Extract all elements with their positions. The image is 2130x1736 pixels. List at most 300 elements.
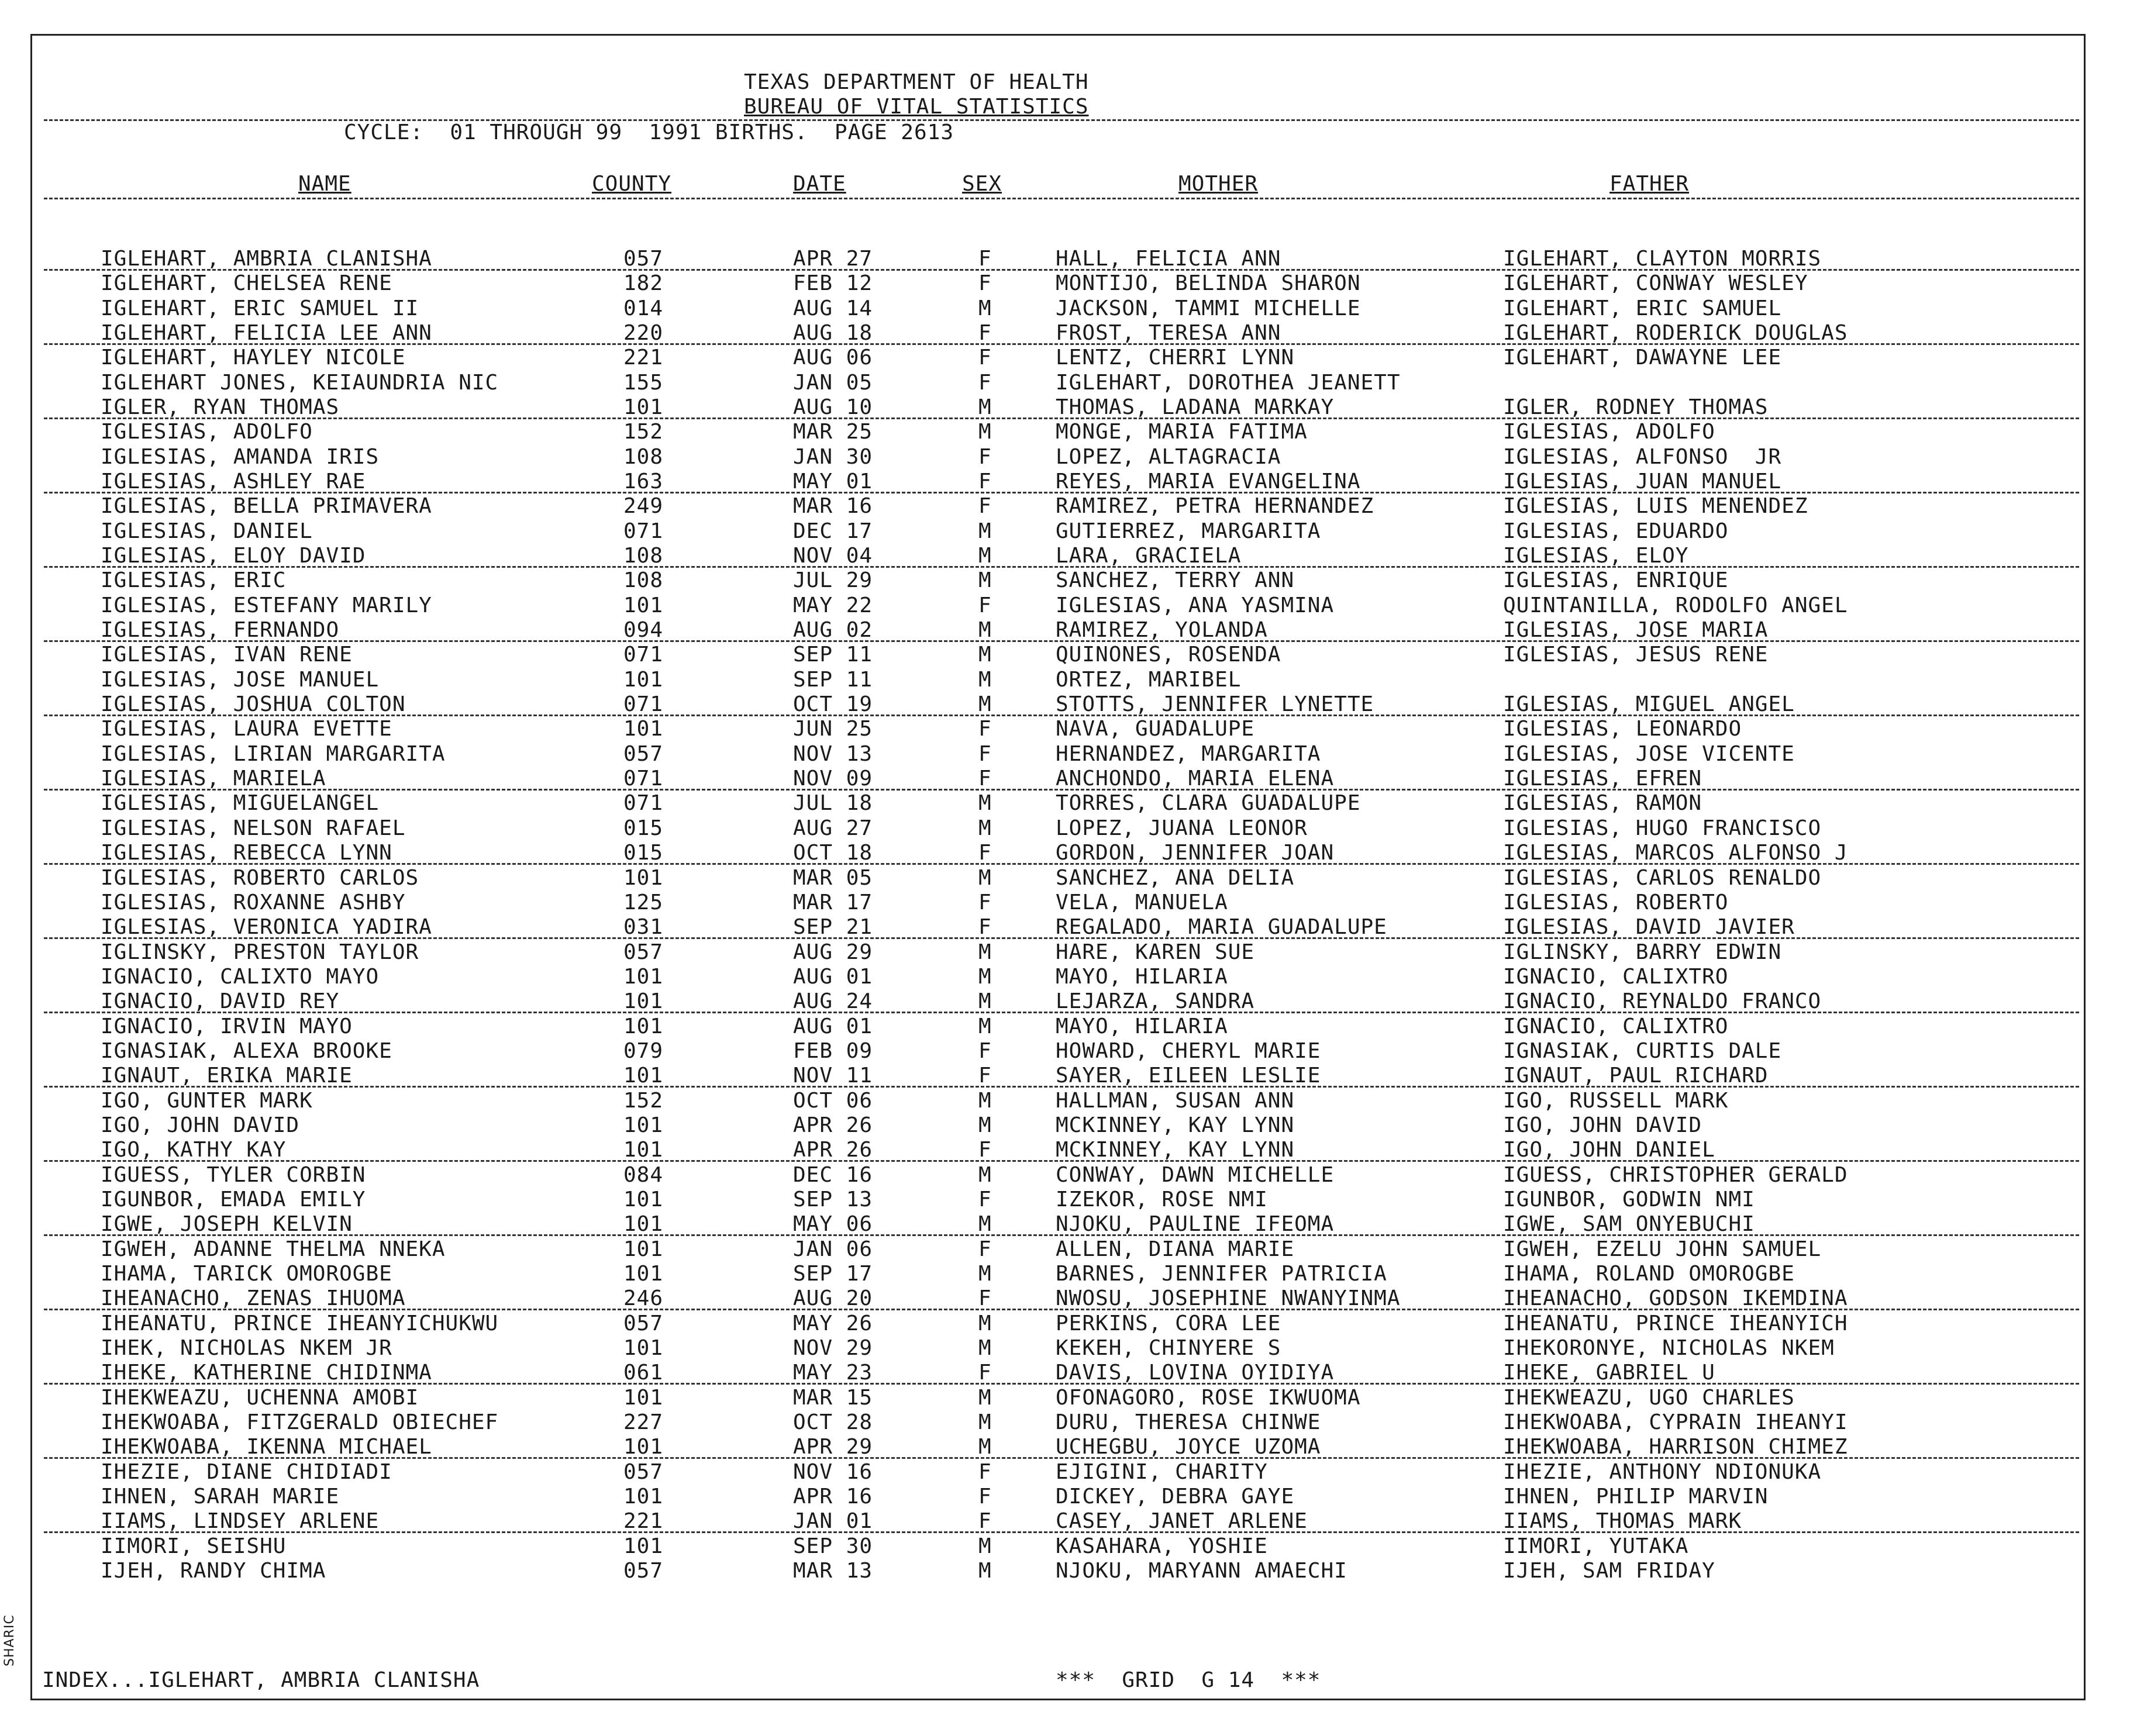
cell-father: IGNAUT, PAUL RICHARD [1503, 1064, 1769, 1088]
table-row [0, 1014, 2130, 1039]
cell-mother: HARE, KAREN SUE [1056, 940, 1255, 964]
table-row [0, 1039, 2130, 1064]
cell-name: IHEZIE, DIANE CHIDIADI [101, 1459, 392, 1484]
cell-name: IGLEHART, ERIC SAMUEL II [101, 296, 419, 320]
cell-mother: DICKEY, DEBRA GAYE [1056, 1485, 1295, 1509]
cell-mother: HERNANDEZ, MARGARITA [1056, 741, 1321, 766]
table-row [0, 1089, 2130, 1113]
table-row [0, 742, 2130, 767]
column-header-father: FATHER [1609, 172, 1690, 196]
cell-county: 221 [623, 346, 664, 370]
side-label: SHARIC [2, 1614, 17, 1666]
cell-county: 152 [623, 420, 664, 444]
table-row [0, 395, 2130, 420]
cell-mother: SANCHEZ, TERRY ANN [1056, 568, 1295, 593]
cell-sex: F [978, 717, 992, 741]
cell-county: 101 [623, 1534, 664, 1558]
column-header-sex: SEX [962, 172, 1002, 196]
cell-name: IGNACIO, DAVID REY [101, 989, 340, 1014]
cell-father: IGLESIAS, JOSE MARIA [1503, 618, 1769, 643]
cell-date: OCT 19 [793, 692, 873, 717]
cell-date: MAR 16 [793, 494, 873, 519]
cell-father: IGLESIAS, DAVID JAVIER [1503, 915, 1795, 940]
table-row [0, 841, 2130, 865]
table-row [0, 346, 2130, 370]
table-row [0, 1286, 2130, 1311]
cell-father: IHAMA, ROLAND OMOROGBE [1503, 1261, 1795, 1286]
table-row [0, 1485, 2130, 1509]
cell-county: 155 [623, 370, 664, 395]
table-row [0, 891, 2130, 915]
cell-county: 101 [623, 1435, 664, 1459]
table-row [0, 791, 2130, 816]
cell-sex: M [978, 1014, 992, 1038]
cell-name: IGLESIAS, ROXANNE ASHBY [101, 890, 406, 914]
cell-county: 220 [623, 321, 664, 346]
cell-father: IGNACIO, REYNALDO FRANCO [1503, 989, 1822, 1014]
cell-father: IGLESIAS, JOSE VICENTE [1503, 741, 1795, 766]
cell-mother: HOWARD, CHERYL MARIE [1056, 1038, 1321, 1063]
cell-county: 101 [623, 1014, 664, 1038]
cell-date: MAR 13 [793, 1559, 873, 1583]
cell-name: IGO, KATHY KAY [101, 1138, 287, 1162]
cell-name: IGLEHART, FELICIA LEE ANN [101, 321, 432, 346]
cell-sex: F [978, 346, 992, 370]
cell-father: IGO, JOHN DAVID [1503, 1113, 1702, 1137]
cell-father: IGUESS, CHRISTOPHER GERALD [1503, 1162, 1848, 1187]
cell-mother: CONWAY, DAWN MICHELLE [1056, 1162, 1335, 1187]
cell-sex: F [978, 1286, 992, 1311]
cell-name: IGLER, RYAN THOMAS [101, 395, 340, 420]
cell-county: 101 [623, 395, 664, 420]
cell-county: 101 [623, 865, 664, 890]
cell-date: OCT 28 [793, 1410, 873, 1434]
cell-name: IGUESS, TYLER CORBIN [101, 1162, 366, 1187]
cell-date: MAR 15 [793, 1385, 873, 1410]
cell-date: AUG 06 [793, 346, 873, 370]
cell-county: 057 [623, 741, 664, 766]
cell-county: 101 [623, 1385, 664, 1410]
cell-sex: M [978, 1559, 992, 1583]
cell-sex: M [978, 1534, 992, 1558]
cell-sex: F [978, 741, 992, 766]
cell-sex: F [978, 915, 992, 940]
cell-county: 015 [623, 841, 664, 865]
cell-sex: M [978, 618, 992, 643]
cell-county: 125 [623, 890, 664, 914]
cell-county: 108 [623, 544, 664, 568]
cell-father: IGLESIAS, ADOLFO [1503, 420, 1715, 444]
cell-mother: NWOSU, JOSEPHINE NWANYINMA [1056, 1286, 1401, 1311]
cell-name: IGNACIO, IRVIN MAYO [101, 1014, 353, 1038]
cell-sex: M [978, 1212, 992, 1237]
cell-father: IGLESIAS, ELOY [1503, 544, 1689, 568]
cell-sex: F [978, 271, 992, 296]
cell-date: NOV 09 [793, 767, 873, 791]
cell-date: NOV 16 [793, 1459, 873, 1484]
cell-father: IGLEHART, CONWAY WESLEY [1503, 271, 1808, 296]
cell-mother: DAVIS, LOVINA OYIDIYA [1056, 1361, 1335, 1385]
cell-sex: M [978, 1410, 992, 1434]
cell-father: IGNASIAK, CURTIS DALE [1503, 1038, 1782, 1063]
cell-name: IGLESIAS, JOSE MANUEL [101, 667, 380, 692]
cell-sex: F [978, 494, 992, 519]
cell-sex: F [978, 247, 992, 271]
cell-name: IGLESIAS, AMANDA IRIS [101, 444, 380, 469]
cell-father: IHEKWOABA, HARRISON CHIMEZ [1503, 1435, 1848, 1459]
cell-date: JAN 01 [793, 1509, 873, 1534]
cell-father: IGLESIAS, EFREN [1503, 767, 1702, 791]
cell-date: NOV 13 [793, 741, 873, 766]
cell-father: IGLESIAS, CARLOS RENALDO [1503, 865, 1822, 890]
cell-county: 014 [623, 296, 664, 320]
cell-father: IGLESIAS, MARCOS ALFONSO J [1503, 841, 1848, 865]
cell-father: IGUNBOR, GODWIN NMI [1503, 1187, 1755, 1212]
cell-sex: M [978, 692, 992, 717]
cell-date: NOV 04 [793, 544, 873, 568]
cell-date: JUL 29 [793, 568, 873, 593]
cell-sex: M [978, 1335, 992, 1360]
table-row [0, 1386, 2130, 1410]
cell-father: IGWE, SAM ONYEBUCHI [1503, 1212, 1755, 1237]
cell-sex: M [978, 667, 992, 692]
cell-county: 101 [623, 1187, 664, 1212]
cell-father: IGNACIO, CALIXTRO [1503, 964, 1729, 989]
cell-sex: M [978, 643, 992, 667]
cell-county: 084 [623, 1162, 664, 1187]
cell-county: 101 [623, 1335, 664, 1360]
table-row [0, 1188, 2130, 1212]
cell-date: SEP 11 [793, 643, 873, 667]
table-row [0, 965, 2130, 989]
cell-county: 101 [623, 1212, 664, 1237]
table-row [0, 915, 2130, 940]
cell-mother: NJOKU, MARYANN AMAECHI [1056, 1559, 1347, 1583]
cell-date: FEB 12 [793, 271, 873, 296]
cell-mother: LEJARZA, SANDRA [1056, 989, 1255, 1014]
cell-father: IGO, RUSSELL MARK [1503, 1088, 1729, 1113]
cell-father: IGLESIAS, MIGUEL ANGEL [1503, 692, 1795, 717]
cell-county: 057 [623, 1559, 664, 1583]
cell-date: JUN 25 [793, 717, 873, 741]
table-row [0, 692, 2130, 717]
cell-county: 071 [623, 643, 664, 667]
cell-sex: M [978, 1261, 992, 1286]
cell-father: IGLESIAS, ROBERTO [1503, 890, 1729, 914]
cell-mother: ANCHONDO, MARIA ELENA [1056, 767, 1335, 791]
cell-name: IIAMS, LINDSEY ARLENE [101, 1509, 380, 1534]
cell-date: OCT 06 [793, 1088, 873, 1113]
cell-county: 094 [623, 618, 664, 643]
cell-father: IJEH, SAM FRIDAY [1503, 1559, 1715, 1583]
cell-name: IGLINSKY, PRESTON TAYLOR [101, 940, 419, 964]
cell-sex: M [978, 568, 992, 593]
cell-name: IGLESIAS, DANIEL [101, 519, 313, 543]
index-footer: INDEX...IGLEHART, AMBRIA CLANISHA [42, 1668, 480, 1692]
cell-mother: QUINONES, ROSENDA [1056, 643, 1281, 667]
cell-father: IGWEH, EZELU JOHN SAMUEL [1503, 1237, 1822, 1261]
cell-county: 101 [623, 717, 664, 741]
cell-county: 221 [623, 1509, 664, 1534]
cell-name: IGLEHART, CHELSEA RENE [101, 271, 392, 296]
cell-sex: F [978, 444, 992, 469]
table-row [0, 519, 2130, 544]
cell-date: MAY 26 [793, 1311, 873, 1335]
table-row [0, 1212, 2130, 1237]
cell-date: MAR 17 [793, 890, 873, 914]
cell-county: 101 [623, 1113, 664, 1137]
cell-sex: F [978, 1064, 992, 1088]
table-row [0, 494, 2130, 519]
cell-father: IIMORI, YUTAKA [1503, 1534, 1689, 1558]
cell-county: 101 [623, 667, 664, 692]
table-row [0, 816, 2130, 841]
cell-mother: MCKINNEY, KAY LYNN [1056, 1113, 1295, 1137]
cell-sex: M [978, 865, 992, 890]
cell-sex: F [978, 470, 992, 494]
cell-name: IGO, GUNTER MARK [101, 1088, 313, 1113]
cell-sex: M [978, 420, 992, 444]
cell-county: 182 [623, 271, 664, 296]
cell-sex: F [978, 1038, 992, 1063]
cell-county: 101 [623, 1485, 664, 1509]
cell-name: IGNACIO, CALIXTO MAYO [101, 964, 380, 989]
cell-father: IHEANACHO, GODSON IKEMDINA [1503, 1286, 1848, 1311]
cell-mother: NJOKU, PAULINE IFEOMA [1056, 1212, 1335, 1237]
cell-name: IGNASIAK, ALEXA BROOKE [101, 1038, 392, 1063]
cell-father: IGLESIAS, LUIS MENENDEZ [1503, 494, 1808, 519]
cell-county: 101 [623, 1064, 664, 1088]
cell-mother: OFONAGORO, ROSE IKWUOMA [1056, 1385, 1361, 1410]
cell-name: IHEKE, KATHERINE CHIDINMA [101, 1361, 432, 1385]
cell-mother: LARA, GRACIELA [1056, 544, 1242, 568]
table-row [0, 618, 2130, 643]
cell-mother: EJIGINI, CHARITY [1056, 1459, 1268, 1484]
cell-sex: F [978, 1459, 992, 1484]
cell-mother: VELA, MANUELA [1056, 890, 1228, 914]
grid-footer: *** GRID G 14 *** [1056, 1668, 1321, 1692]
cell-sex: F [978, 593, 992, 617]
cell-mother: LENTZ, CHERRI LYNN [1056, 346, 1295, 370]
cell-father: IGLEHART, ERIC SAMUEL [1503, 296, 1782, 320]
column-header-mother: MOTHER [1178, 172, 1259, 196]
cell-county: 246 [623, 1286, 664, 1311]
cell-mother: THOMAS, LADANA MARKAY [1056, 395, 1335, 420]
cell-mother: RAMIREZ, PETRA HERNANDEZ [1056, 494, 1374, 519]
cell-county: 101 [623, 1237, 664, 1261]
cell-date: MAR 05 [793, 865, 873, 890]
cell-father: IGLER, RODNEY THOMAS [1503, 395, 1769, 420]
cell-sex: M [978, 1113, 992, 1137]
cell-father: IHEZIE, ANTHONY NDIONUKA [1503, 1459, 1822, 1484]
cell-father: IGLEHART, DAWAYNE LEE [1503, 346, 1782, 370]
cell-mother: GUTIERREZ, MARGARITA [1056, 519, 1321, 543]
cell-date: APR 29 [793, 1435, 873, 1459]
cell-sex: M [978, 1385, 992, 1410]
table-row [0, 593, 2130, 618]
cell-county: 101 [623, 1138, 664, 1162]
cell-mother: NAVA, GUADALUPE [1056, 717, 1255, 741]
cell-mother: ALLEN, DIANA MARIE [1056, 1237, 1295, 1261]
cell-name: IGLEHART, AMBRIA CLANISHA [101, 247, 432, 271]
cell-date: AUG 20 [793, 1286, 873, 1311]
cell-date: APR 16 [793, 1485, 873, 1509]
cell-name: IGLESIAS, ERIC [101, 568, 287, 593]
cell-date: AUG 01 [793, 1014, 873, 1038]
table-row [0, 1262, 2130, 1286]
cell-mother: HALL, FELICIA ANN [1056, 247, 1281, 271]
cell-mother: MONGE, MARIA FATIMA [1056, 420, 1308, 444]
cell-sex: M [978, 544, 992, 568]
cell-name: IGLESIAS, ELOY DAVID [101, 544, 366, 568]
cell-name: IGLESIAS, MARIELA [101, 767, 326, 791]
cell-name: IGLESIAS, ROBERTO CARLOS [101, 865, 419, 890]
cycle-line: CYCLE: 01 THROUGH 99 1991 BIRTHS. PAGE 2613 [344, 120, 954, 144]
cell-date: NOV 29 [793, 1335, 873, 1360]
table-row [0, 1237, 2130, 1262]
cell-name: IGLESIAS, ADOLFO [101, 420, 313, 444]
cell-mother: STOTTS, JENNIFER LYNETTE [1056, 692, 1374, 717]
cell-sex: M [978, 1088, 992, 1113]
cell-father: IGLESIAS, RAMON [1503, 791, 1702, 816]
cell-date: APR 27 [793, 247, 873, 271]
cell-sex: F [978, 1509, 992, 1534]
cell-sex: F [978, 1237, 992, 1261]
cell-name: IGLESIAS, JOSHUA COLTON [101, 692, 406, 717]
cell-county: 163 [623, 470, 664, 494]
cell-county: 015 [623, 816, 664, 840]
cell-mother: ORTEZ, MARIBEL [1056, 667, 1242, 692]
cell-date: SEP 21 [793, 915, 873, 940]
cell-county: 227 [623, 1410, 664, 1434]
table-row [0, 1509, 2130, 1534]
cell-name: IJEH, RANDY CHIMA [101, 1559, 326, 1583]
table-row [0, 247, 2130, 271]
cell-county: 249 [623, 494, 664, 519]
cell-name: IHEKWEAZU, UCHENNA AMOBI [101, 1385, 419, 1410]
cell-sex: M [978, 989, 992, 1014]
table-row [0, 1460, 2130, 1485]
cell-name: IHEANATU, PRINCE IHEANYICHUKWU [101, 1311, 499, 1335]
cell-county: 101 [623, 593, 664, 617]
cell-name: IHEK, NICHOLAS NKEM JR [101, 1335, 392, 1360]
column-header-rule [44, 198, 2079, 199]
cell-county: 071 [623, 692, 664, 717]
cell-name: IGLESIAS, IVAN RENE [101, 643, 353, 667]
cell-sex: F [978, 841, 992, 865]
cell-name: IGLESIAS, ESTEFANY MARILY [101, 593, 432, 617]
cell-county: 057 [623, 247, 664, 271]
cell-name: IGWEH, ADANNE THELMA NNEKA [101, 1237, 446, 1261]
cell-father: IGLESIAS, LEONARDO [1503, 717, 1742, 741]
cell-mother: DURU, THERESA CHINWE [1056, 1410, 1321, 1434]
cell-county: 152 [623, 1088, 664, 1113]
cell-date: JUL 18 [793, 791, 873, 816]
cell-date: MAY 22 [793, 593, 873, 617]
cell-date: APR 26 [793, 1113, 873, 1137]
cell-sex: M [978, 1162, 992, 1187]
cell-name: IHNEN, SARAH MARIE [101, 1485, 340, 1509]
cell-county: 031 [623, 915, 664, 940]
table-row [0, 470, 2130, 494]
column-header-county: COUNTY [592, 172, 672, 196]
cell-mother: RAMIREZ, YOLANDA [1056, 618, 1268, 643]
cell-father: IGLESIAS, ALFONSO JR [1503, 444, 1782, 469]
table-row [0, 296, 2130, 321]
cell-date: SEP 30 [793, 1534, 873, 1558]
table-row [0, 717, 2130, 741]
cell-father: IHNEN, PHILIP MARVIN [1503, 1485, 1769, 1509]
cell-county: 061 [623, 1361, 664, 1385]
cell-sex: F [978, 1361, 992, 1385]
table-row [0, 1138, 2130, 1162]
table-row [0, 371, 2130, 395]
table-row [0, 568, 2130, 593]
cell-mother: HALLMAN, SUSAN ANN [1056, 1088, 1295, 1113]
cell-father: IHEKE, GABRIEL U [1503, 1361, 1715, 1385]
column-header-name: NAME [298, 172, 351, 196]
cell-name: IGNAUT, ERIKA MARIE [101, 1064, 353, 1088]
cell-mother: IGLEHART, DOROTHEA JEANETT [1056, 370, 1401, 395]
cell-mother: REGALADO, MARIA GUADALUPE [1056, 915, 1387, 940]
cell-name: IGO, JOHN DAVID [101, 1113, 300, 1137]
cell-date: MAR 25 [793, 420, 873, 444]
cell-name: IIMORI, SEISHU [101, 1534, 287, 1558]
cell-name: IGLESIAS, VERONICA YADIRA [101, 915, 432, 940]
cell-date: SEP 17 [793, 1261, 873, 1286]
cell-mother: KEKEH, CHINYERE S [1056, 1335, 1281, 1360]
cell-father: IGLEHART, RODERICK DOUGLAS [1503, 321, 1848, 346]
cell-mother: IGLESIAS, ANA YASMINA [1056, 593, 1335, 617]
cell-name: IGLEHART JONES, KEIAUNDRIA NIC [101, 370, 499, 395]
cell-county: 071 [623, 767, 664, 791]
cell-date: AUG 18 [793, 321, 873, 346]
cell-father: IGLESIAS, EDUARDO [1503, 519, 1729, 543]
cell-date: MAY 01 [793, 470, 873, 494]
table-row [0, 643, 2130, 667]
cell-county: 079 [623, 1038, 664, 1063]
cell-father: QUINTANILLA, RODOLFO ANGEL [1503, 593, 1848, 617]
cell-name: IGLESIAS, BELLA PRIMAVERA [101, 494, 432, 519]
cell-name: IGUNBOR, EMADA EMILY [101, 1187, 366, 1212]
cell-county: 057 [623, 1311, 664, 1335]
cell-father: IGLESIAS, JESUS RENE [1503, 643, 1769, 667]
cell-date: AUG 10 [793, 395, 873, 420]
cell-mother: MCKINNEY, KAY LYNN [1056, 1138, 1295, 1162]
table-row [0, 420, 2130, 444]
cell-county: 057 [623, 1459, 664, 1484]
table-row [0, 1312, 2130, 1336]
cell-mother: LOPEZ, ALTAGRACIA [1056, 444, 1281, 469]
table-row [0, 940, 2130, 965]
cell-mother: MAYO, HILARIA [1056, 964, 1228, 989]
cell-sex: F [978, 767, 992, 791]
cell-sex: M [978, 964, 992, 989]
cell-father: IGLESIAS, HUGO FRANCISCO [1503, 816, 1822, 840]
cell-county: 071 [623, 791, 664, 816]
cell-father: IGO, JOHN DANIEL [1503, 1138, 1715, 1162]
cell-name: IHEKWOABA, IKENNA MICHAEL [101, 1435, 432, 1459]
cell-mother: FROST, TERESA ANN [1056, 321, 1281, 346]
cell-mother: PERKINS, CORA LEE [1056, 1311, 1281, 1335]
cell-county: 108 [623, 444, 664, 469]
cell-father: IGLESIAS, JUAN MANUEL [1503, 470, 1782, 494]
cell-sex: M [978, 940, 992, 964]
table-row [0, 271, 2130, 296]
cell-name: IGLESIAS, LIRIAN MARGARITA [101, 741, 446, 766]
cell-name: IHEANACHO, ZENAS IHUOMA [101, 1286, 406, 1311]
column-header-date: DATE [793, 172, 846, 196]
